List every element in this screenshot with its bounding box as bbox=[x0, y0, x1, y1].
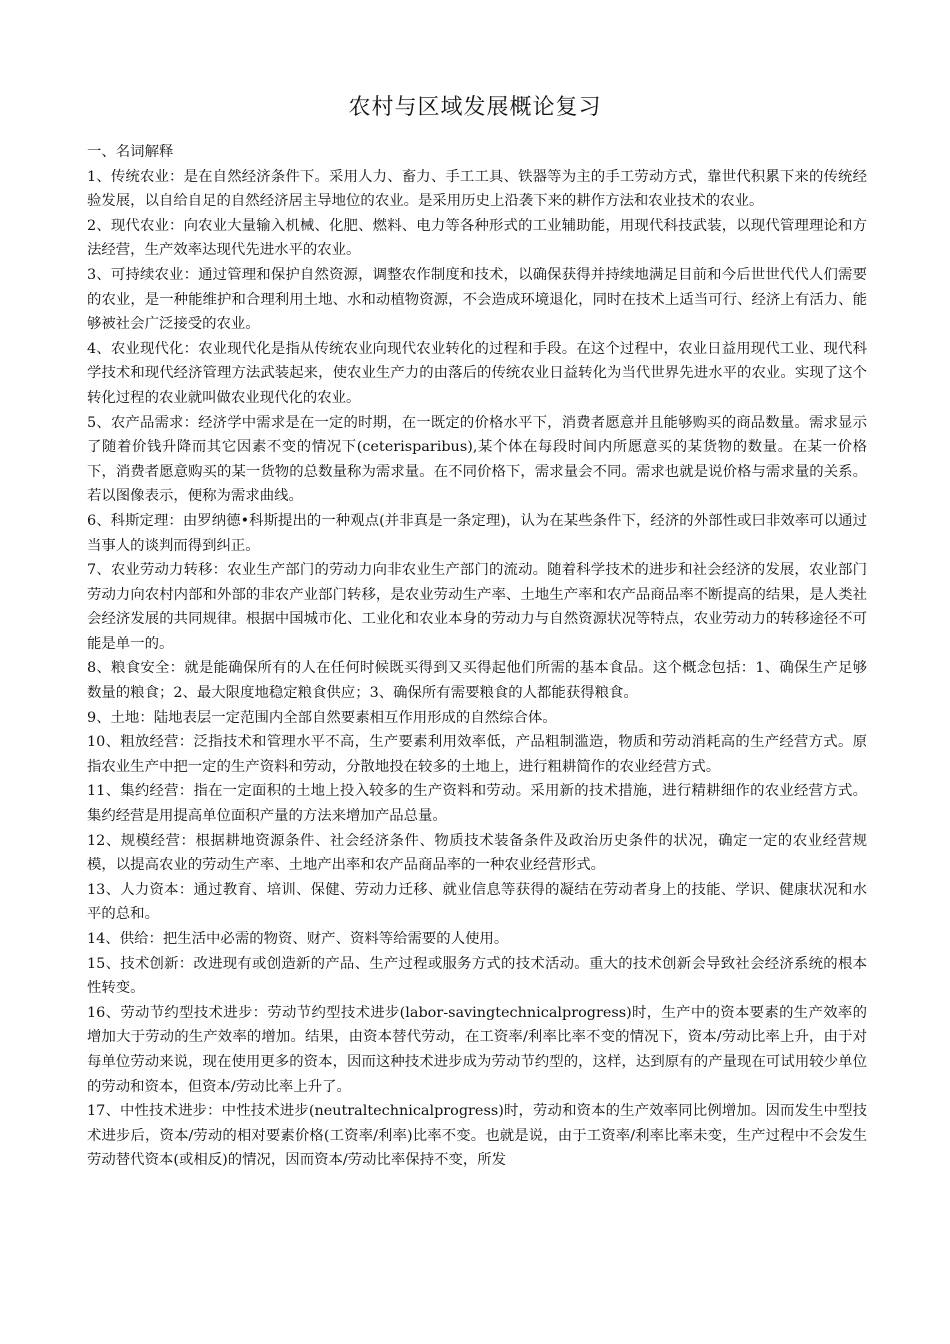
term-entry-11: 11、集约经营：指在一定面积的土地上投入较多的生产资料和劳动。采用新的技术措施，进行精耕细作的农业经营方式。集约经营是用提高单位面积产量的方法来增加产品总量。 bbox=[87, 783, 867, 825]
term-entry-10: 10、粗放经营：泛指技术和管理水平不高，生产要素利用效率低，产品粗制滥造，物质和劳动消耗高的生产经营方式。原指农业生产中把一定的生产资料和劳动，分散地投在较多的土地上，进行粗耕简作的农业经营方式。 bbox=[87, 734, 867, 775]
term-entry-12: 12、规模经营：根据耕地资源条件、社会经济条件、物质技术装备条件及政治历史条件的状况，确定一定的农业经营规模，以提高农业的劳动生产率、土地产出率和农产品商品率的一种农业经营形式。 bbox=[87, 832, 867, 874]
term-entry-14: 14、供给：把生活中必需的物资、财产、资料等给需要的人使用。 bbox=[87, 931, 509, 947]
term-entry-8: 8、粮食安全：就是能确保所有的人在任何时候既买得到又买得起他们所需的基本食品。这个概念包括：1、确保生产足够数量的粮食；2、最大限度地稳定粮食供应；3、确保所有需要粮食的人都能获得粮食。 bbox=[87, 660, 867, 702]
term-entry-9: 9、土地：陆地表层一定范围内全部自然要素相互作用形成的自然综合体。 bbox=[87, 709, 557, 726]
document-content bbox=[87, 140, 867, 1173]
term-entry-15: 15、技术创新：改进现有或创造新的产品、生产过程或服务方式的技术活动。重大的技术创新会导致社会经济系统的根本性转变。 bbox=[87, 955, 867, 997]
term-entry-13: 13、人力资本：通过教育、培训、保健、劳动力迁移、就业信息等获得的凝结在劳动者身上的技能、学识、健康状况和水平的总和。 bbox=[87, 881, 867, 923]
term-entry-5: 5、农产品需求：经济学中需求是在一定的时期，在一既定的价格水平下，消费者愿意并且能够购买的商品数量。需求显示了随着价钱升降而其它因素不变的情况下(ceterisparibus),某个体在每段时间内所愿意买的某货物的数量。在某一价格下，消费者愿意购买的某一货物的总数量称为需求量。在不同价格下，需求量会不同。需求也就是说价格与需求量的关系。若以图像表示，便称为需求曲线。 bbox=[87, 414, 867, 505]
page-title: 农村与区域发展概论复习 bbox=[348, 95, 602, 120]
term-entry-16: 16、劳动节约型技术进步：劳动节约型技术进步(labor-savingtechnicalprogress)时，生产中的资本要素的生产效率的增加大于劳动的生产效率的增加。结果，由资本替代劳动，在工资率/利率比率不变的情况下，资本/劳动比率上升，由于对每单位劳动来说，现在使用更多的资本，因而这种技术进步成为劳动节约型的，这样，达到原有的产量现在可试用较少单位的劳动和资本，但资本/劳动比率上升了。 bbox=[87, 1004, 867, 1095]
term-entry-3: 3、可持续农业：通过管理和保护自然资源，调整农作制度和技术，以确保获得并持续地满足目前和今后世世代代人们需要的农业，是一种能维护和合理利用土地、水和动植物资源，不会造成环境退化，同时在技术上适当可行、经济上有活力、能够被社会广泛接受的农业。 bbox=[87, 266, 867, 333]
term-entry-17: 17、中性技术进步：中性技术进步(neutraltechnicalprogress)时，劳动和资本的生产效率同比例增加。因而发生中型技术进步后，资本/劳动的相对要素价格(工资率/利率)比率不变。也就是说，由于工资率/利率比率未变，生产过程中不会发生劳动替代资本(或相反)的情况，因而资本/劳动比率保持不变，所发 bbox=[87, 1103, 867, 1169]
section-heading: 一、名词解释 bbox=[87, 144, 174, 160]
term-entry-1: 1、传统农业：是在自然经济条件下。采用人力、畜力、手工工具、铁器等为主的手工劳动方式，靠世代积累下来的传统经验发展，以自给自足的自然经济居主导地位的农业。是采用历史上沿袭下来的耕作方法和农业技术的农业。 bbox=[87, 168, 867, 210]
term-entry-4: 4、农业现代化：农业现代化是指从传统农业向现代农业转化的过程和手段。在这个过程中，农业日益用现代工业、现代科学技术和现代经济管理方法武装起来，使农业生产力的由落后的传统农业日益转化为当代世界先进水平的农业。实现了这个转化过程的农业就叫做农业现代化的农业。 bbox=[87, 340, 867, 406]
term-entry-6: 6、科斯定理：由罗纳德•科斯提出的一种观点(并非真是一条定理)，认为在某些条件下，经济的外部性或曰非效率可以通过当事人的谈判而得到纠正。 bbox=[87, 512, 867, 554]
term-entry-7: 7、农业劳动力转移：农业生产部门的劳动力向非农业生产部门的流动。随着科学技术的进步和社会经济的发展，农业部门劳动力向农村内部和外部的非农产业部门转移，是农业劳动生产率、土地生产率和农产品商品率不断提高的结果，是人类社会经济发展的共同规律。根据中国城市化、工业化和农业本身的劳动力与自然资源状况等特点，农业劳动力的转移途径不可能是单一的。 bbox=[87, 562, 867, 652]
term-entry-2: 2、现代农业：向农业大量输入机械、化肥、燃料、电力等各种形式的工业辅助能，用现代科技武装，以现代管理理论和方法经营，生产效率达现代先进水平的农业。 bbox=[87, 217, 867, 259]
